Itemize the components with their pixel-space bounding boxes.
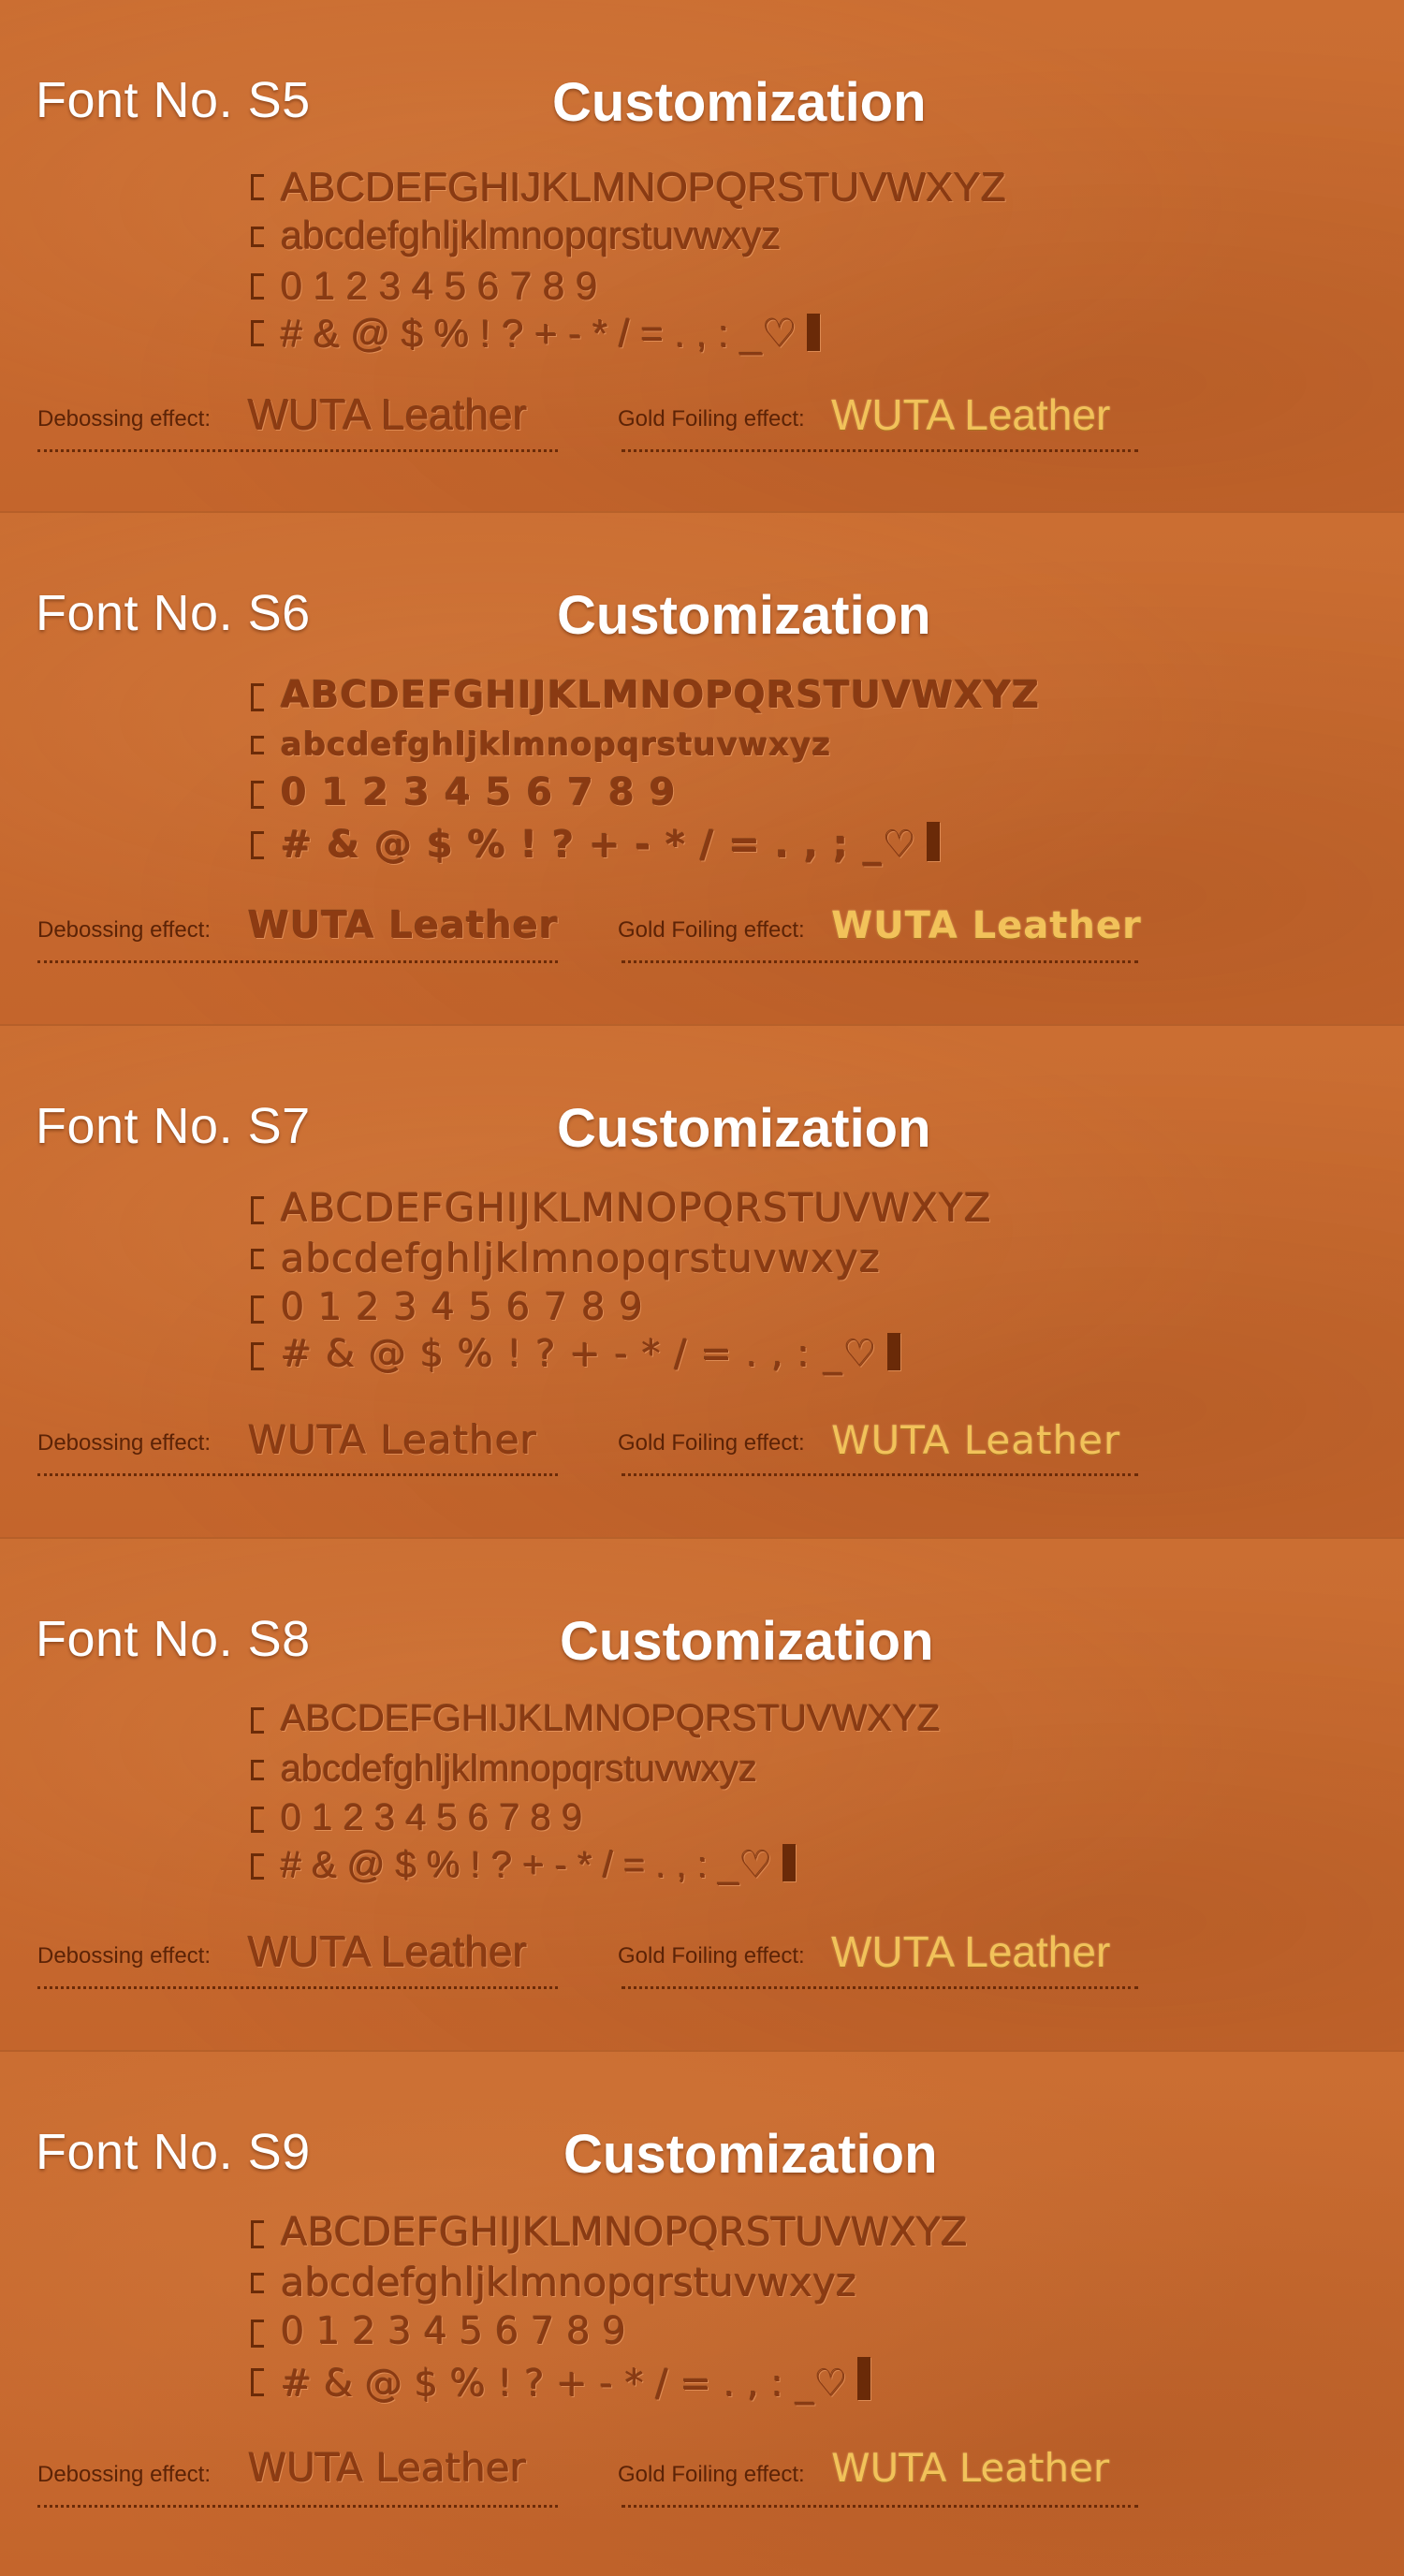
heart-icon: ♡ — [762, 311, 797, 357]
symbol-glyphs: # & @ $ % ! ? + - * / = . , : _ — [281, 2363, 814, 2406]
debossing-label: Debossing effect: — [37, 2462, 212, 2487]
sample-text: ABCDEFGHIJKLMNOPQRSTUVWXYZ — [281, 1698, 941, 1739]
block-cursor-icon — [927, 822, 940, 861]
heart-icon: ♡ — [739, 1844, 773, 1887]
sample-text — [281, 311, 820, 357]
height-bracket — [251, 736, 264, 754]
dotted-divider — [622, 1473, 1138, 1476]
sample-text: ABCDEFGHIJKLMNOPQRSTUVWXYZ — [281, 165, 1006, 211]
panel-subtitle: Customization — [563, 2124, 938, 2185]
height-bracket — [251, 227, 264, 247]
panel-subtitle: Customization — [552, 72, 927, 133]
debossing-sample: WUTA Leather — [248, 2445, 527, 2491]
height-bracket — [251, 2220, 264, 2248]
sample-text: abcdefghljklmnopqrstuvwxyz — [281, 213, 782, 257]
heart-icon: ♡ — [814, 2363, 848, 2406]
gold-foiling-label: Gold Foiling effect: — [618, 1943, 805, 1969]
panel-title: Font No. S9 — [36, 2124, 311, 2180]
sample-text: 0 1 2 3 4 5 6 7 8 9 — [281, 2310, 626, 2353]
gold-foiling-sample: WUTA Leather — [831, 2445, 1110, 2491]
sample-text: ABCDEFGHIJKLMNOPQRSTUVWXYZ — [281, 674, 1041, 717]
panel-title: Font No. S7 — [36, 1098, 311, 1154]
panel-title: Font No. S8 — [36, 1611, 311, 1667]
dotted-divider — [622, 2505, 1138, 2508]
gold-foiling-label: Gold Foiling effect: — [618, 917, 805, 943]
height-bracket — [251, 1342, 264, 1370]
symbol-glyphs: # & @ $ % ! ? + - * / = . , ; _ — [281, 824, 884, 867]
height-bracket — [251, 1853, 264, 1880]
sample-text — [281, 1333, 900, 1376]
gold-foiling-label: Gold Foiling effect: — [618, 406, 805, 432]
dotted-divider — [37, 2505, 558, 2508]
height-bracket — [251, 1196, 264, 1224]
sample-text: ABCDEFGHIJKLMNOPQRSTUVWXYZ — [281, 2209, 968, 2255]
sample-text — [281, 1844, 796, 1887]
symbol-glyphs: # & @ $ % ! ? + - * / = . , : _ — [281, 1845, 739, 1886]
symbol-glyphs: # & @ $ % ! ? + - * / = . , : _ — [281, 1333, 843, 1376]
sample-text: 0 1 2 3 4 5 6 7 8 9 — [281, 771, 677, 814]
font-panel-s7 — [0, 1026, 1404, 1539]
debossing-sample: WUTA Leather — [248, 1417, 538, 1463]
symbol-glyphs: # & @ $ % ! ? + - * / = . , : _ — [281, 312, 763, 356]
sample-text: abcdefghljklmnopqrstuvwxyz — [281, 726, 832, 764]
sample-text: abcdefghljklmnopqrstuvwxyz — [281, 1749, 758, 1790]
sample-text: 0 1 2 3 4 5 6 7 8 9 — [281, 1286, 644, 1329]
heart-icon: ♡ — [843, 1333, 878, 1376]
panel-title: Font No. S6 — [36, 585, 311, 641]
dotted-divider — [37, 960, 558, 963]
panel-subtitle: Customization — [560, 1611, 934, 1672]
debossing-label: Debossing effect: — [37, 917, 212, 943]
debossing-sample: WUTA Leather — [248, 390, 528, 439]
block-cursor-icon — [887, 1333, 900, 1370]
debossing-label: Debossing effect: — [37, 1943, 212, 1969]
height-bracket — [251, 1295, 264, 1324]
gold-foiling-label: Gold Foiling effect: — [618, 2462, 805, 2487]
sample-text: abcdefghljklmnopqrstuvwxyz — [281, 1236, 882, 1281]
height-bracket — [251, 2368, 264, 2396]
height-bracket — [251, 1707, 264, 1734]
debossing-label: Debossing effect: — [37, 1430, 212, 1456]
height-bracket — [251, 1807, 264, 1833]
sample-text: 0 1 2 3 4 5 6 7 8 9 — [281, 264, 598, 308]
sample-text: 0 1 2 3 4 5 6 7 8 9 — [281, 1797, 583, 1838]
dotted-divider — [37, 449, 558, 452]
font-panel-s9 — [0, 2052, 1404, 2576]
dotted-divider — [37, 1473, 558, 1476]
height-bracket — [251, 2320, 264, 2348]
height-bracket — [251, 781, 264, 809]
height-bracket — [251, 2273, 264, 2293]
sample-text: ABCDEFGHIJKLMNOPQRSTUVWXYZ — [281, 1185, 992, 1231]
block-cursor-icon — [782, 1844, 796, 1881]
gold-foiling-sample: WUTA Leather — [831, 904, 1142, 947]
debossing-sample: WUTA Leather — [248, 904, 559, 947]
sample-text — [281, 822, 940, 867]
dotted-divider — [622, 1986, 1138, 1989]
debossing-label: Debossing effect: — [37, 406, 212, 432]
debossing-sample: WUTA Leather — [248, 1927, 528, 1976]
height-bracket — [251, 683, 264, 711]
font-panel-s8 — [0, 1539, 1404, 2052]
height-bracket — [251, 831, 264, 859]
height-bracket — [251, 1249, 264, 1269]
panel-title: Font No. S5 — [36, 72, 311, 128]
block-cursor-icon — [807, 314, 820, 351]
height-bracket — [251, 320, 264, 346]
heart-icon: ♡ — [883, 824, 918, 867]
gold-foiling-sample: WUTA Leather — [831, 1927, 1111, 1976]
height-bracket — [251, 1760, 264, 1780]
font-panel-s6 — [0, 513, 1404, 1026]
block-cursor-icon — [857, 2357, 870, 2400]
dotted-divider — [622, 960, 1138, 963]
height-bracket — [251, 174, 264, 200]
dotted-divider — [622, 449, 1138, 452]
font-panel-s5 — [0, 0, 1404, 513]
panel-subtitle: Customization — [557, 585, 931, 646]
height-bracket — [251, 273, 264, 300]
gold-foiling-sample: WUTA Leather — [831, 1417, 1121, 1463]
dotted-divider — [37, 1986, 558, 1989]
panel-subtitle: Customization — [557, 1098, 931, 1159]
sample-text — [281, 2357, 870, 2406]
gold-foiling-label: Gold Foiling effect: — [618, 1430, 805, 1456]
sample-text: abcdefghljklmnopqrstuvwxyz — [281, 2260, 857, 2305]
gold-foiling-sample: WUTA Leather — [831, 390, 1111, 439]
